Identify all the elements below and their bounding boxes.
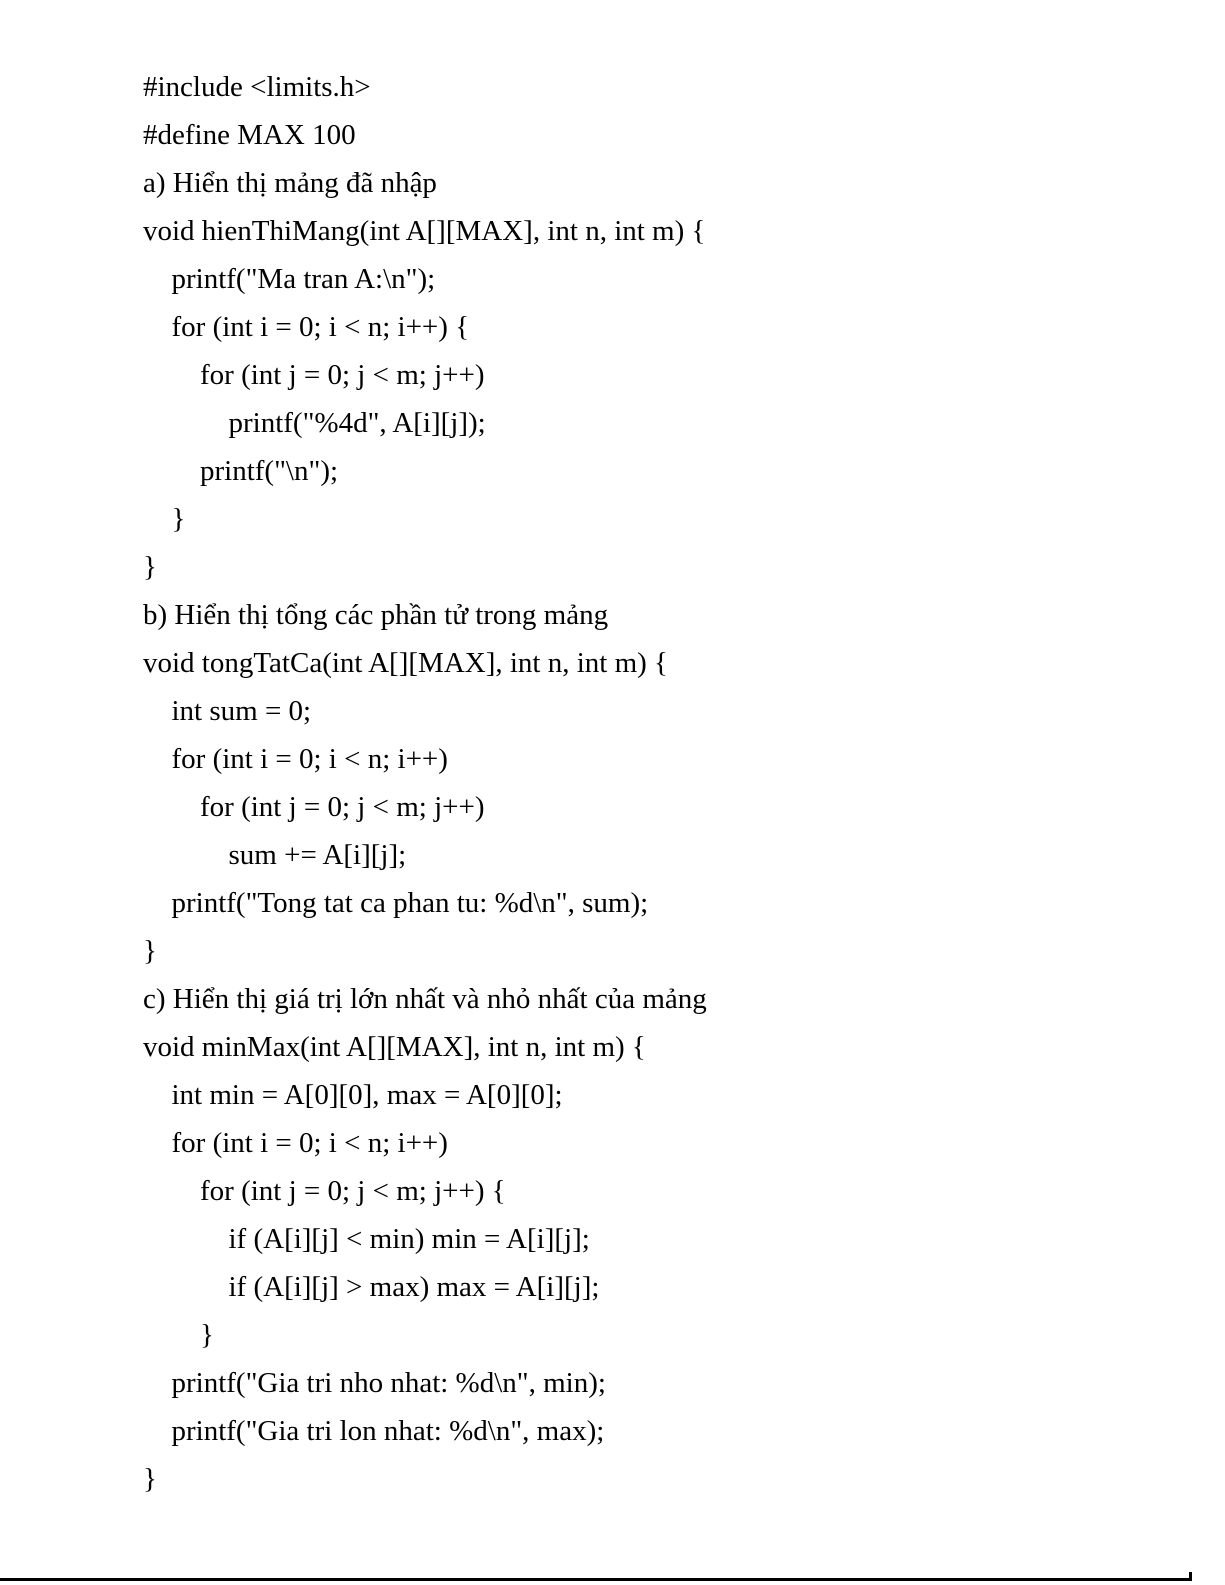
code-line: printf("\n");: [200, 455, 339, 487]
code-line: }: [200, 1319, 214, 1351]
code-line: for (int i = 0; i < n; i++): [171, 1127, 448, 1159]
code-line: int min = A[0][0], max = A[0][0];: [171, 1079, 563, 1111]
code-line: }: [171, 503, 186, 535]
code-line: for (int i = 0; i < n; i++): [171, 743, 448, 775]
code-line: sum += A[i][j];: [228, 839, 407, 871]
code-line: printf("%4d", A[i][j]);: [228, 407, 486, 439]
table-top-border: [0, 1578, 1192, 1581]
code-line: }: [143, 1463, 157, 1495]
table-border-tick: [1189, 1572, 1192, 1581]
code-line: int sum = 0;: [171, 695, 312, 727]
code-line: for (int j = 0; j < m; j++): [200, 791, 485, 823]
code-line: #include <limits.h>: [143, 71, 371, 103]
code-line: void minMax(int A[][MAX], int n, int m) {: [143, 1031, 646, 1063]
code-line: if (A[i][j] < min) min = A[i][j];: [228, 1223, 590, 1255]
code-line: }: [143, 551, 157, 583]
code-line: if (A[i][j] > max) max = A[i][j];: [228, 1271, 600, 1303]
code-line: void hienThiMang(int A[][MAX], int n, int m) {: [143, 215, 706, 247]
code-line: printf("Ma tran A:\n");: [171, 263, 436, 295]
code-line: for (int i = 0; i < n; i++) {: [171, 311, 470, 343]
code-line: printf("Tong tat ca phan tu: %d\n", sum);: [171, 887, 649, 919]
code-line: for (int j = 0; j < m; j++) {: [200, 1175, 506, 1207]
code-line: for (int j = 0; j < m; j++): [200, 359, 485, 391]
code-line: }: [143, 935, 157, 967]
code-line: a) Hiển thị mảng đã nhập: [143, 167, 437, 199]
code-line: void tongTatCa(int A[][MAX], int n, int m) {: [143, 647, 668, 679]
code-line: b) Hiển thị tổng các phần tử trong mảng: [143, 599, 609, 631]
code-block: [143, 63, 707, 1503]
code-line: c) Hiển thị giá trị lớn nhất và nhỏ nhất của mảng: [143, 983, 707, 1015]
code-line: printf("Gia tri nho nhat: %d\n", min);: [171, 1367, 606, 1399]
code-line: printf("Gia tri lon nhat: %d\n", max);: [171, 1415, 605, 1447]
code-line: #define MAX 100: [143, 119, 356, 151]
